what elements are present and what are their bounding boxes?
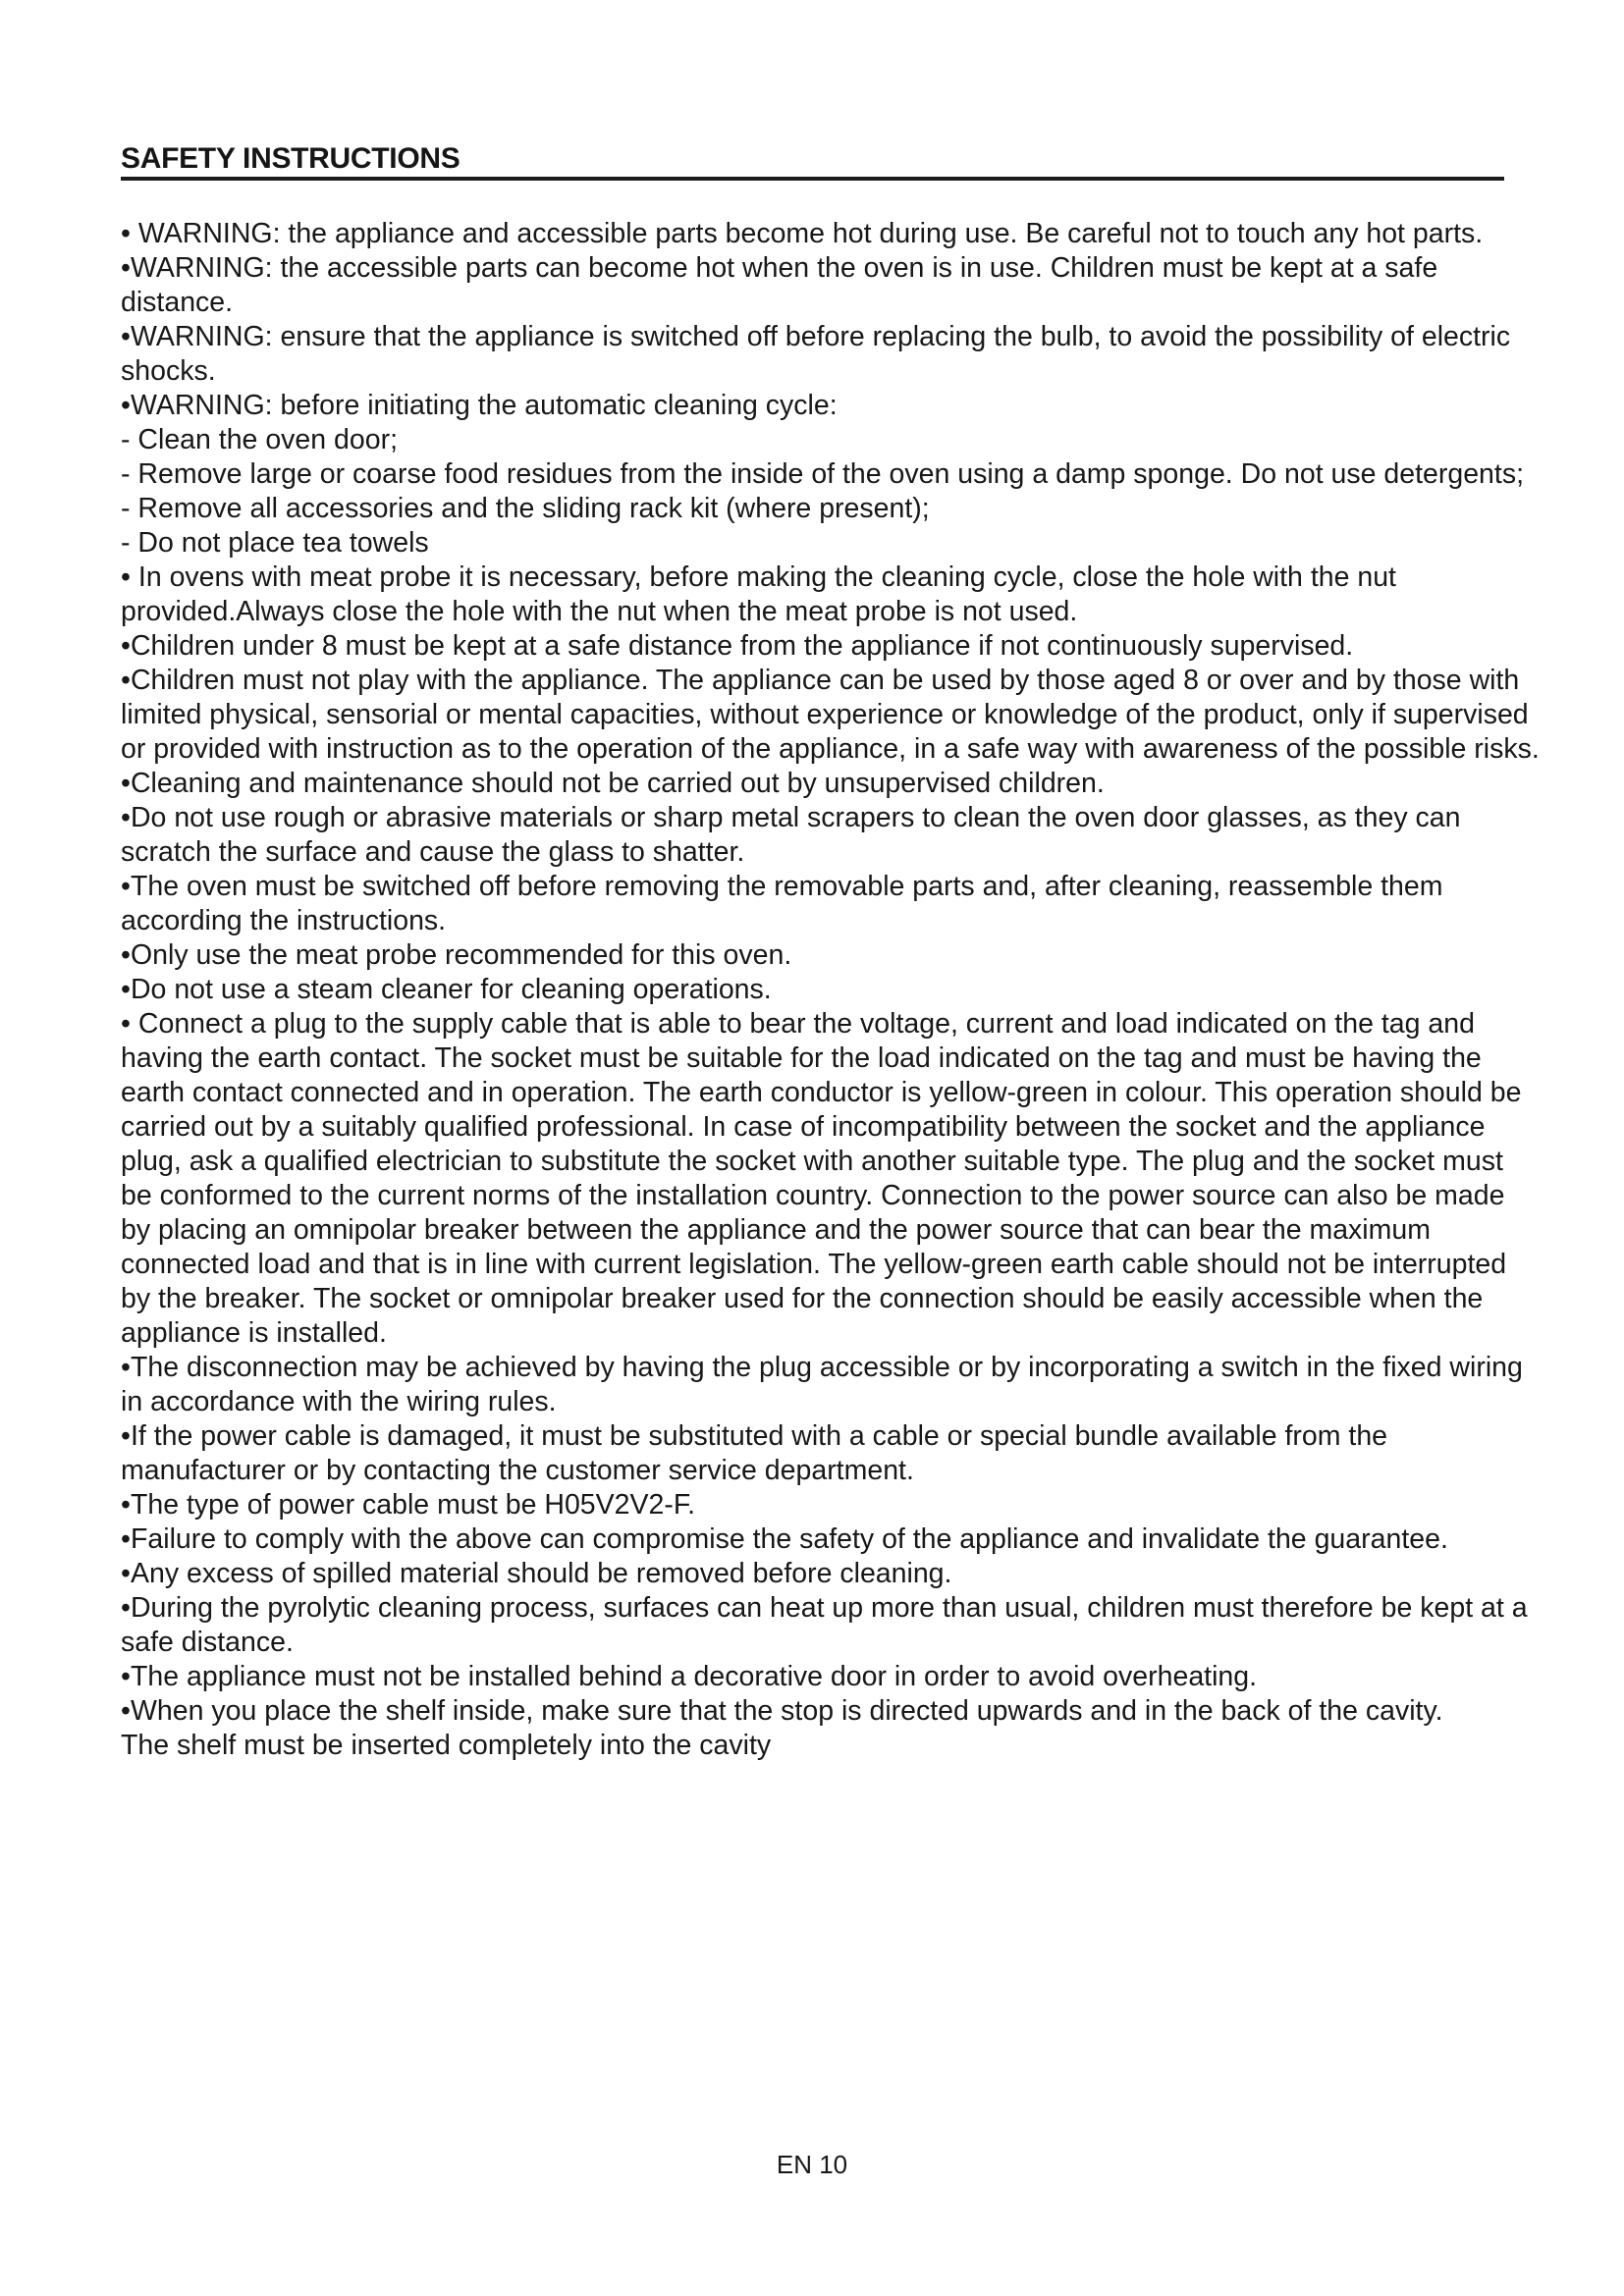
instruction-paragraph: •Failure to comply with the above can compromise the safety of the appliance and invalidate the guarantee. bbox=[121, 1523, 1448, 1555]
instruction-paragraph: •WARNING: ensure that the appliance is switched off before replacing the bulb, to avoid the possibility of electric shocks. bbox=[121, 321, 1511, 387]
safety-instructions-list bbox=[121, 217, 1542, 1763]
instruction-paragraph: •Only use the meat probe recommended for this oven. bbox=[121, 939, 792, 971]
instruction-paragraph: •Children must not play with the appliance. The appliance can be used by those aged 8 or over and by those with limited physical, sensorial or mental capacities, without experience or knowledge of the product, only if supervised or provided with instruction as to the operation of the appliance, in a safe way with awareness of the possible risks. bbox=[121, 665, 1540, 765]
page-number: EN 10 bbox=[776, 2150, 848, 2179]
instruction-paragraph: •Cleaning and maintenance should not be carried out by unsupervised children. bbox=[121, 768, 1105, 799]
instruction-paragraph: - Remove large or coarse food residues from the inside of the oven using a damp sponge. Do not use detergents; bbox=[121, 458, 1524, 490]
instruction-paragraph: • In ovens with meat probe it is necessary, before making the cleaning cycle, close the hole with the nut provided.Always close the hole with the nut when the meat probe is not used. bbox=[121, 561, 1396, 627]
instruction-paragraph: •The oven must be switched off before removing the removable parts and, after cleaning, reassemble them according the instructions. bbox=[121, 871, 1443, 936]
instruction-paragraph: •The disconnection may be achieved by having the plug accessible or by incorporating a switch in the fixed wiring in accordance with the wiring rules. bbox=[121, 1352, 1523, 1417]
instruction-paragraph: - Do not place tea towels bbox=[121, 527, 429, 559]
instruction-paragraph: •WARNING: before initiating the automatic cleaning cycle: bbox=[121, 390, 838, 421]
heading-underline bbox=[121, 177, 1504, 181]
instruction-paragraph: •Children under 8 must be kept at a safe distance from the appliance if not continuously supervised. bbox=[121, 630, 1354, 662]
instruction-paragraph: •When you place the shelf inside, make sure that the stop is directed upwards and in the back of the cavity. bbox=[121, 1695, 1443, 1727]
page-title: SAFETY INSTRUCTIONS bbox=[121, 142, 460, 175]
instruction-paragraph: • WARNING: the appliance and accessible parts become hot during use. Be careful not to touch any hot parts. bbox=[121, 218, 1484, 249]
instruction-paragraph: - Clean the oven door; bbox=[121, 424, 399, 455]
instruction-paragraph: - Remove all accessories and the sliding rack kit (where present); bbox=[121, 493, 930, 524]
instruction-paragraph: •The appliance must not be installed behind a decorative door in order to avoid overheating. bbox=[121, 1661, 1258, 1692]
instruction-paragraph: • Connect a plug to the supply cable that is able to bear the voltage, current and load indicated on the tag and having the earth contact. The socket must be suitable for the load indicated on the tag and must be having the earth contact connected and in operation. The earth conductor is yellow-green in colour. This operation should be carried out by a suitably qualified professional. In case of incompatibility between the socket and the appliance plug, ask a qualified electrician to substitute the socket with another suitable type. The plug and the socket must be conformed to the current norms of the installation country. Connection to the power source can also be made by placing an omnipolar breaker between the appliance and the power source that can bear the maximum connected load and that is in line with current legislation. The yellow-green earth cable should not be interrupted by the breaker. The socket or omnipolar breaker used for the connection should be easily accessible when the appliance is installed. bbox=[121, 1008, 1522, 1349]
instruction-paragraph: •Do not use rough or abrasive materials or sharp metal scrapers to clean the oven door glasses, as they can scratch the surface and cause the glass to shatter. bbox=[121, 802, 1461, 868]
instruction-paragraph: •The type of power cable must be H05V2V2-F. bbox=[121, 1489, 696, 1521]
instruction-paragraph: •WARNING: the accessible parts can become hot when the oven is in use. Children must be kept at a safe distance. bbox=[121, 252, 1438, 318]
instruction-paragraph: The shelf must be inserted completely into the cavity bbox=[121, 1730, 772, 1761]
section-heading bbox=[121, 144, 1504, 181]
instruction-paragraph: •If the power cable is damaged, it must be substituted with a cable or special bundle available from the manufacturer or by contacting the customer service department. bbox=[121, 1420, 1388, 1486]
instruction-paragraph: •Any excess of spilled material should be removed before cleaning. bbox=[121, 1558, 952, 1589]
instruction-paragraph: •During the pyrolytic cleaning process, surfaces can heat up more than usual, children must therefore be kept at a safe distance. bbox=[121, 1592, 1528, 1658]
instruction-paragraph: •Do not use a steam cleaner for cleaning operations. bbox=[121, 974, 772, 1005]
